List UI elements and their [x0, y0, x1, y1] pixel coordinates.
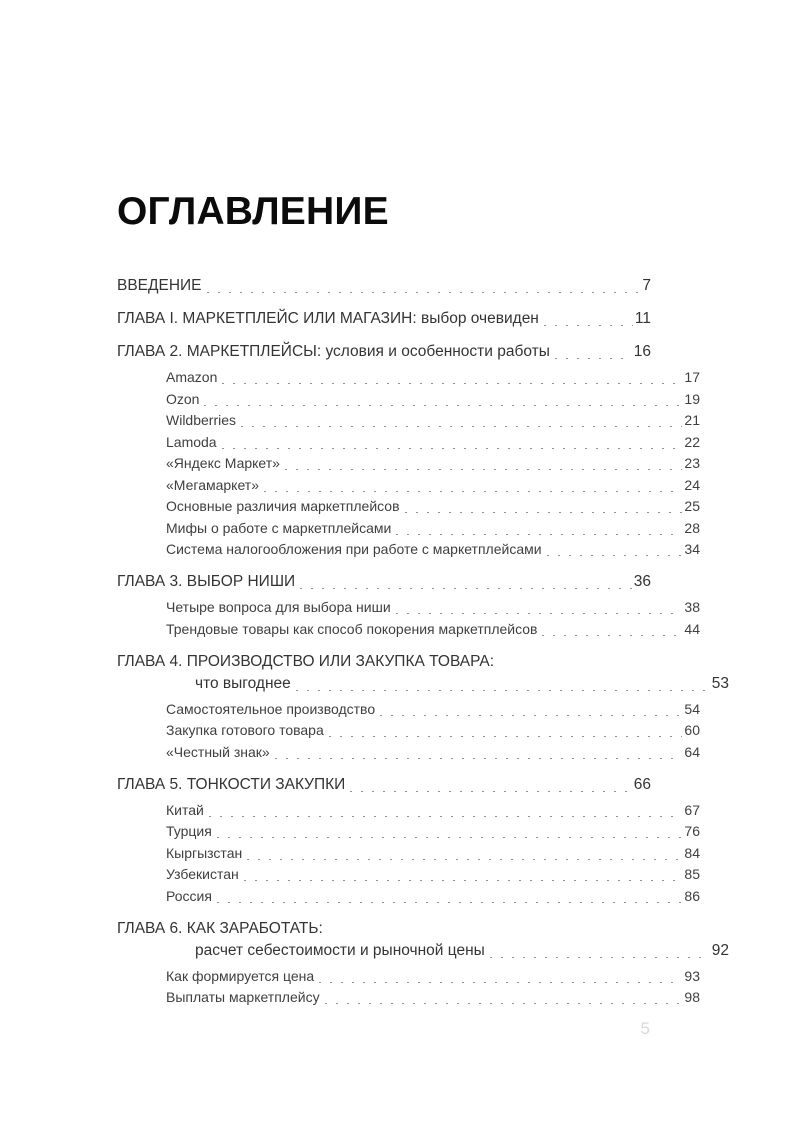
- toc-chapter-subtitle-entry[interactable]: [117, 674, 729, 694]
- leader-dots: [264, 491, 682, 492]
- toc-entry-label: расчет себестоимости и рыночной цены: [195, 941, 485, 959]
- leader-dots: [204, 405, 682, 406]
- toc-chapter-entry[interactable]: [117, 572, 651, 592]
- toc-entry-label: «Яндекс Маркет»: [166, 455, 280, 471]
- toc-entry-page-number: 44: [684, 620, 700, 637]
- toc-entry-label: Россия: [166, 887, 212, 904]
- toc-chapter-heading[interactable]: [117, 919, 651, 939]
- toc-entry-page-number: 16: [633, 343, 651, 360]
- toc-entry-label: ГЛАВА 2. МАРКЕТПЛЕЙСЫ: условия и особенности работы: [117, 343, 550, 360]
- toc-sub-entry[interactable]: [117, 620, 700, 639]
- leader-dots: [542, 635, 682, 636]
- toc-entry-label: ГЛАВА 4. ПРОИЗВОДСТВО ИЛИ ЗАКУПКА ТОВАРА:: [117, 652, 495, 670]
- leader-dots: [396, 613, 683, 614]
- toc-entry-page-number: 98: [684, 989, 700, 1005]
- leader-dots: [555, 358, 632, 359]
- leader-dots: [547, 555, 683, 556]
- leader-dots: [490, 957, 710, 958]
- toc-entry-label: Lamoda: [166, 433, 217, 450]
- toc-entry-page-number: 28: [684, 519, 700, 536]
- leader-dots: [325, 1003, 683, 1004]
- toc-sub-entry[interactable]: [117, 721, 700, 740]
- toc-entry-page-number: 64: [684, 743, 700, 760]
- toc-sub-entry[interactable]: [117, 887, 700, 906]
- toc-sub-entry[interactable]: [117, 433, 700, 452]
- toc-entry-page-number: 86: [684, 887, 700, 904]
- toc-sub-entry[interactable]: [117, 844, 700, 863]
- table-of-contents: [117, 276, 729, 1007]
- toc-entry-label: Узбекистан: [166, 866, 239, 882]
- leader-dots: [296, 690, 710, 691]
- leader-dots: [222, 383, 682, 384]
- toc-entry-label: «Мегамаркет»: [166, 476, 259, 493]
- toc-entry-page-number: 93: [684, 967, 700, 984]
- toc-sub-entry[interactable]: [117, 700, 700, 719]
- toc-sub-entry[interactable]: [117, 865, 700, 884]
- page-number: 5: [640, 1019, 650, 1038]
- toc-entry-label: Закупка готового товара: [166, 722, 324, 738]
- toc-entry-page-number: 23: [684, 455, 700, 471]
- toc-entry-label: Самостоятельное производство: [166, 700, 376, 717]
- toc-chapter-heading[interactable]: [117, 652, 651, 672]
- toc-sub-entry[interactable]: [117, 476, 700, 495]
- toc-entry-label: Как формируется цена: [166, 967, 315, 984]
- toc-sub-entry[interactable]: [117, 598, 700, 617]
- leader-dots: [247, 859, 682, 860]
- toc-sub-entry[interactable]: [117, 967, 700, 986]
- toc-sub-entry[interactable]: [117, 454, 700, 473]
- leader-dots: [396, 534, 682, 535]
- toc-entry-label: Турция: [166, 823, 212, 839]
- toc-entry-label: ГЛАВА 3. ВЫБОР НИШИ: [117, 573, 296, 590]
- toc-entry-label: Ozon: [166, 390, 200, 407]
- toc-entry-page-number: 11: [634, 310, 651, 327]
- toc-entry-page-number: 7: [642, 277, 651, 294]
- toc-entry-page-number: 60: [684, 722, 700, 738]
- leader-dots: [380, 715, 682, 716]
- toc-entry-label: Четыре вопроса для выбора ниши: [166, 599, 391, 615]
- leader-dots: [222, 448, 683, 449]
- leader-dots: [207, 292, 641, 293]
- toc-entry-label: Кыргызстан: [166, 844, 243, 861]
- toc-entry-page-number: 67: [684, 801, 700, 818]
- toc-chapter-subtitle-entry[interactable]: [117, 941, 729, 961]
- toc-entry-page-number: 19: [684, 390, 700, 407]
- toc-entry-label: Система налогообложения при работе с маркетплейсами: [166, 541, 542, 557]
- toc-entry-page-number: 24: [684, 476, 700, 493]
- toc-chapter-entry[interactable]: [117, 775, 651, 795]
- toc-sub-entry[interactable]: [117, 519, 700, 538]
- leader-dots: [405, 512, 683, 513]
- toc-chapter-entry[interactable]: [117, 342, 651, 362]
- toc-entry-label: что выгоднее: [195, 674, 291, 692]
- leader-dots: [209, 816, 683, 817]
- leader-dots: [544, 325, 633, 326]
- toc-entry-page-number: 84: [684, 844, 700, 861]
- leader-dots: [217, 837, 683, 838]
- toc-entry-label: «Честный знак»: [166, 743, 270, 760]
- toc-entry-page-number: 54: [684, 700, 700, 717]
- toc-entry-label: Amazon: [166, 369, 218, 385]
- toc-entry-label: Основные различия маркетплейсов: [166, 498, 400, 514]
- toc-entry-label: Китай: [166, 801, 204, 818]
- toc-sub-entry[interactable]: [117, 822, 700, 841]
- toc-entry-page-number: 22: [684, 433, 700, 450]
- leader-dots: [300, 588, 632, 589]
- toc-sub-entry[interactable]: [117, 988, 700, 1007]
- toc-entry-label: ВВЕДЕНИЕ: [117, 277, 202, 294]
- toc-entry-page-number: 25: [684, 498, 700, 514]
- toc-entry-label: ГЛАВА I. МАРКЕТПЛЕЙС ИЛИ МАГАЗИН: выбор очевиден: [117, 310, 539, 327]
- toc-entry-label: Трендовые товары как способ покорения маркетплейсов: [166, 620, 538, 637]
- toc-entry-label: Мифы о работе с маркетплейсами: [166, 519, 392, 536]
- toc-entry-page-number: 17: [684, 369, 700, 385]
- toc-entry-page-number: 36: [633, 573, 651, 590]
- toc-entry-page-number: 38: [684, 599, 700, 615]
- leader-dots: [244, 880, 683, 881]
- leader-dots: [217, 902, 683, 903]
- toc-sub-entry[interactable]: [117, 368, 700, 387]
- toc-sub-entry[interactable]: [117, 497, 700, 516]
- page-title: ОГЛАВЛЕНИЕ: [117, 190, 389, 233]
- toc-entry-label: ГЛАВА 5. ТОНКОСТИ ЗАКУПКИ: [117, 775, 346, 793]
- toc-entry-label: Выплаты маркетплейсу: [166, 989, 320, 1005]
- toc-entry-page-number: 76: [684, 823, 700, 839]
- leader-dots: [350, 791, 631, 792]
- toc-sub-entry[interactable]: [117, 390, 700, 409]
- toc-entry-label: Wildberries: [166, 412, 237, 428]
- toc-sub-entry[interactable]: [117, 411, 700, 430]
- toc-entry-page-number: 92: [711, 941, 729, 959]
- leader-dots: [285, 469, 682, 470]
- toc-sub-entry[interactable]: [117, 540, 700, 559]
- toc-chapter-entry[interactable]: [117, 276, 651, 296]
- toc-entry-page-number: 85: [684, 866, 700, 882]
- leader-dots: [319, 982, 682, 983]
- toc-chapter-entry[interactable]: [117, 309, 651, 329]
- toc-entry-label: ГЛАВА 6. КАК ЗАРАБОТАТЬ:: [117, 919, 323, 937]
- leader-dots: [241, 426, 682, 427]
- toc-sub-entry[interactable]: [117, 801, 700, 820]
- toc-entry-page-number: 53: [711, 674, 729, 692]
- toc-entry-page-number: 34: [684, 541, 700, 557]
- leader-dots: [275, 758, 683, 759]
- toc-entry-page-number: 21: [684, 412, 700, 428]
- toc-entry-page-number: 66: [633, 775, 651, 793]
- leader-dots: [329, 736, 683, 737]
- toc-sub-entry[interactable]: [117, 743, 700, 762]
